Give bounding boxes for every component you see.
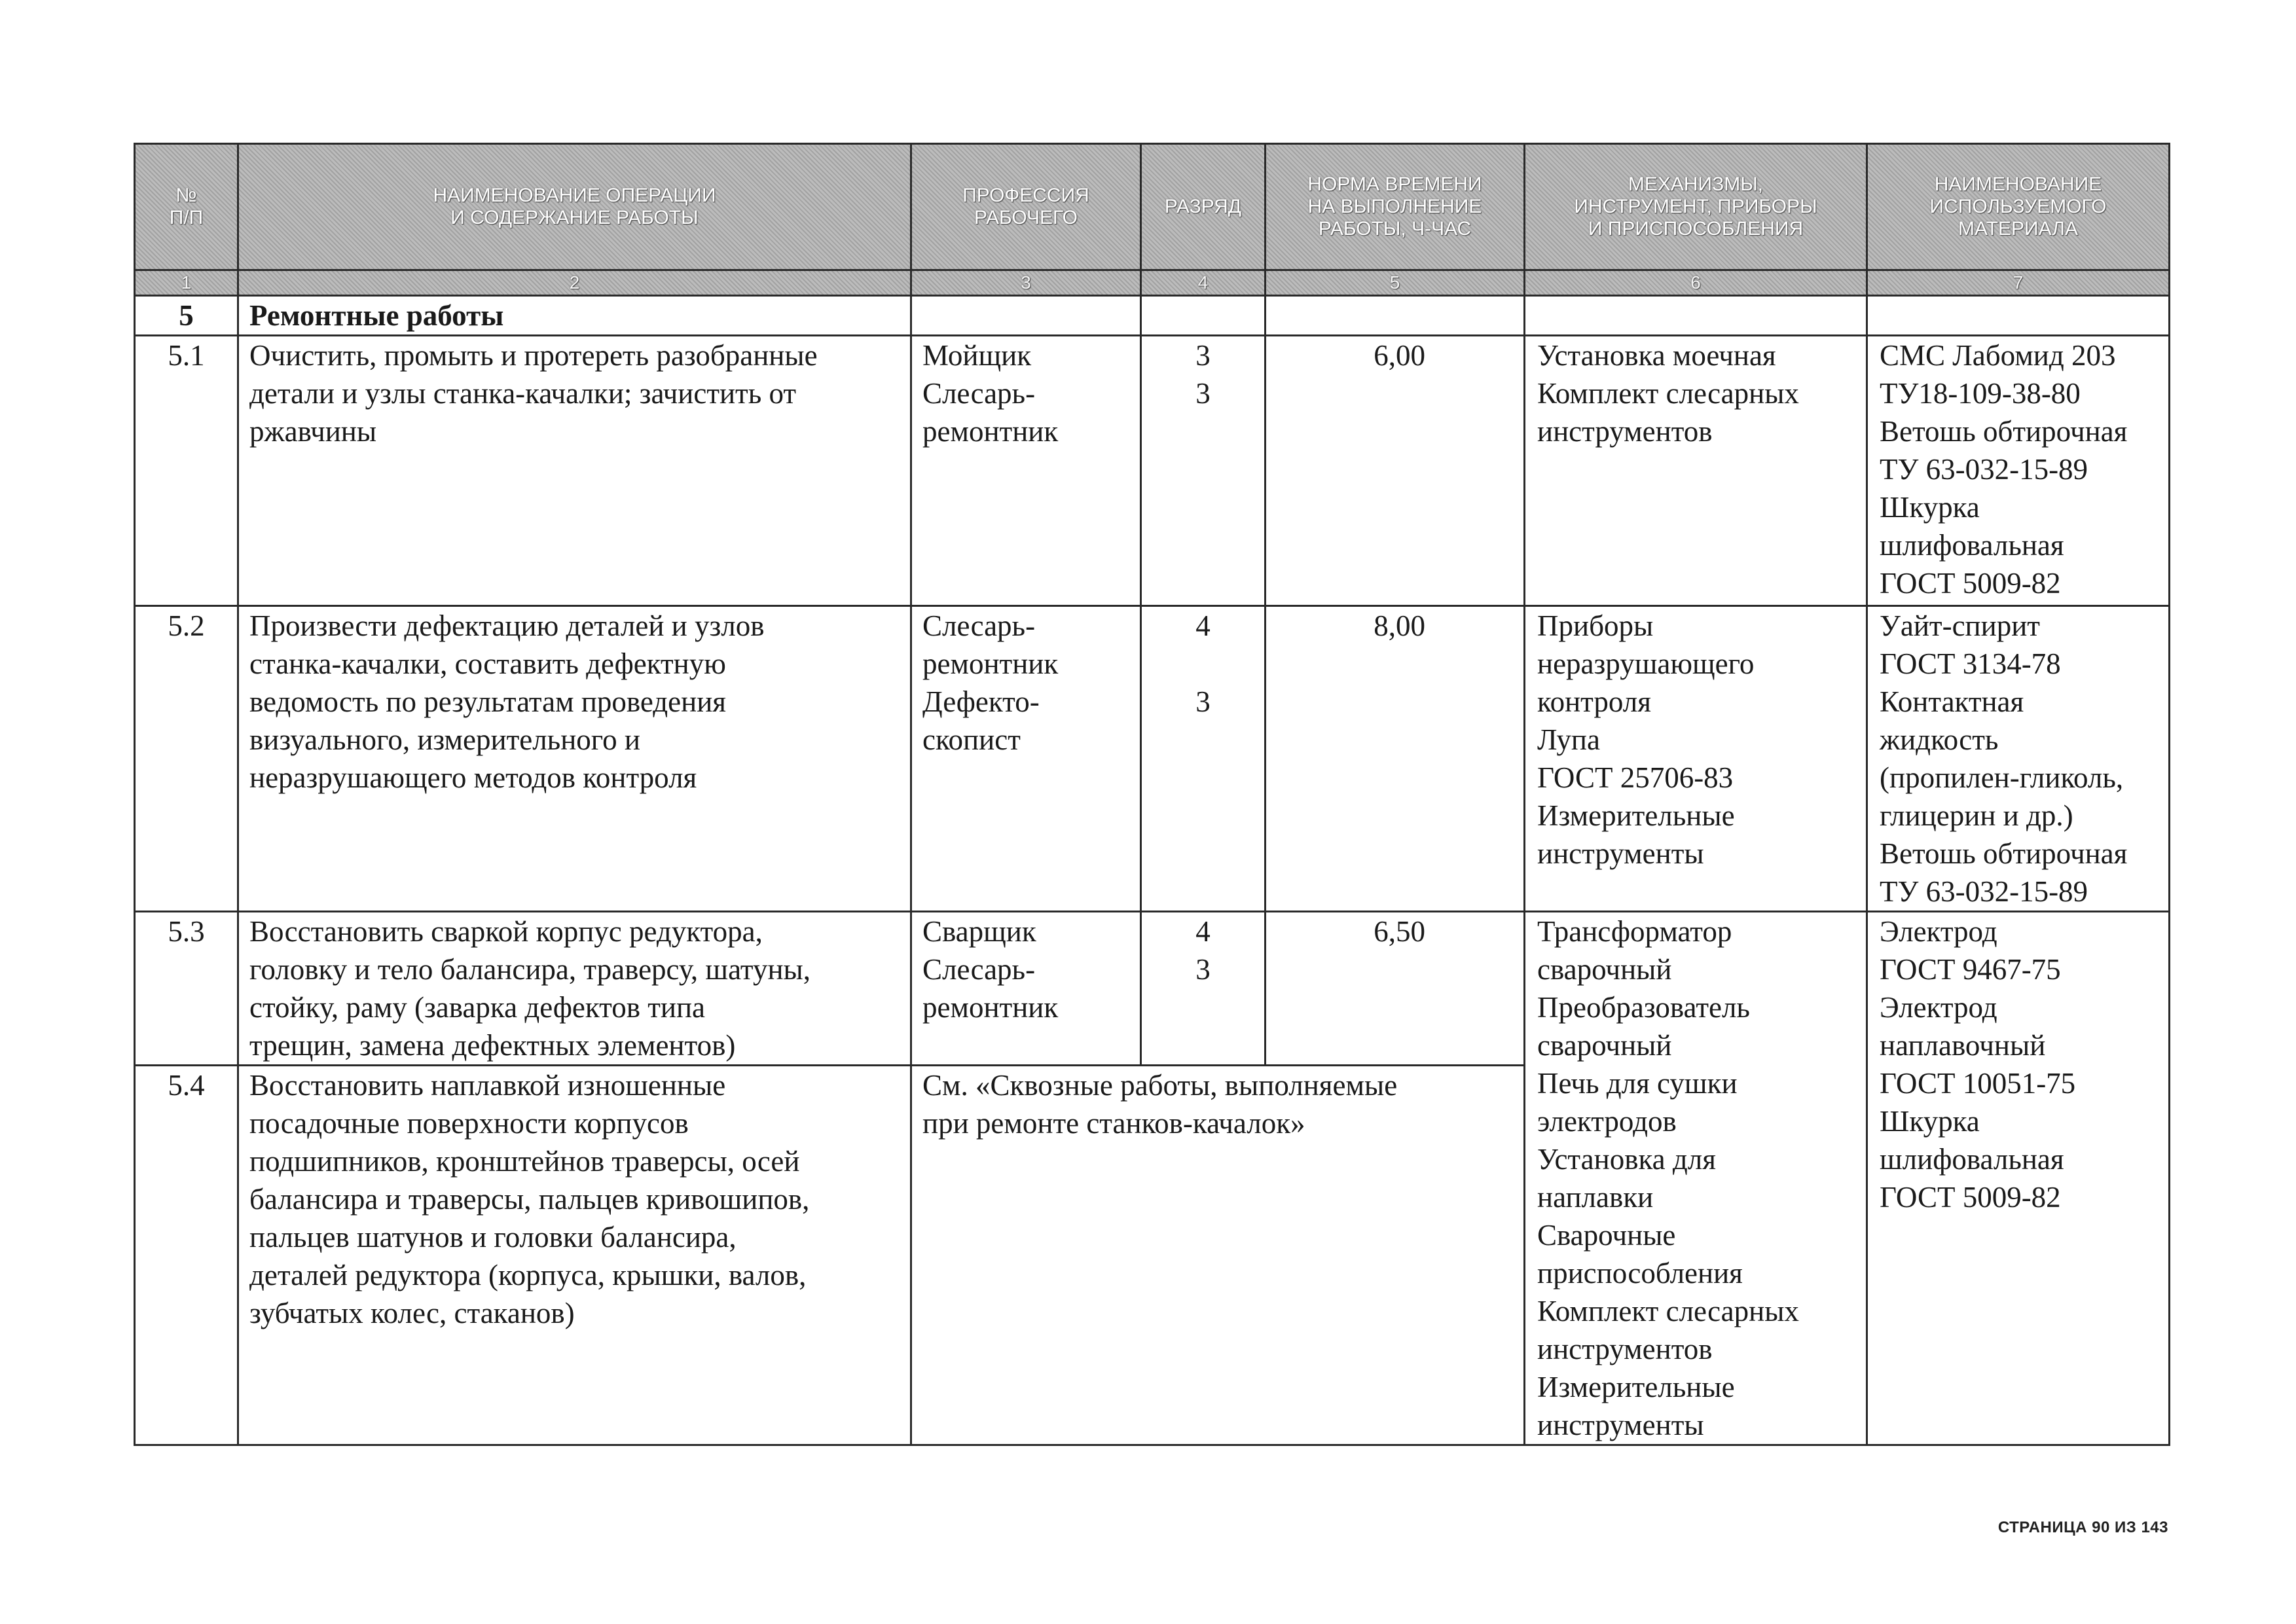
header-operation: НАИМЕНОВАНИЕ ОПЕРАЦИИ И СОДЕРЖАНИЕ РАБОТЫ: [238, 144, 911, 270]
operation-cell: Очистить, промыть и протереть разобранные детали и узлы станка-качалки; зачистить от ржавчины: [238, 336, 911, 606]
row-num: 5.4: [135, 1066, 238, 1445]
grade-spacer: [1142, 645, 1264, 683]
grade-cell: 4 3: [1141, 606, 1266, 912]
reference-cell: См. «Сквозные работы, выполняемые при ремонте станков-качалок»: [911, 1066, 1525, 1445]
empty-cell: [1867, 296, 2170, 336]
profession-cell: Сварщик Слесарь- ремонтник: [911, 912, 1141, 1066]
column-number: 6: [1525, 270, 1867, 296]
material-cell: Уайт-спирит ГОСТ 3134-78 Контактная жидкость (пропилен-гликоль, глицерин и др.) Ветошь обтирочная ТУ 63-032-15-89: [1867, 606, 2170, 912]
column-number: 1: [135, 270, 238, 296]
profession-cell: Мойщик Слесарь- ремонтник: [911, 336, 1141, 606]
header-time-norm: НОРМА ВРЕМЕНИ НА ВЫПОЛНЕНИЕ РАБОТЫ, Ч-ЧАС: [1266, 144, 1525, 270]
page-number: СТРАНИЦА 90 ИЗ 143: [1997, 1519, 2168, 1536]
grade-cell: 3 3: [1141, 336, 1266, 606]
column-number: 4: [1141, 270, 1266, 296]
empty-cell: [1141, 296, 1266, 336]
grade-cell: 4 3: [1141, 912, 1266, 1066]
row-num: 5.3: [135, 912, 238, 1066]
tools-cell: Приборы неразрушающего контроля Лупа ГОСТ 25706-83 Измерительные инструменты: [1525, 606, 1867, 912]
tools-cell: Трансформатор сварочный Преобразователь сварочный Печь для сушки электродов Установка для наплавки Сварочные приспособления Комплект слесарных инструментов Измерительные инструменты: [1525, 912, 1867, 1445]
section-row: [135, 296, 2170, 336]
header-row: [135, 144, 2170, 270]
time-norm-cell: 6,00: [1266, 336, 1525, 606]
table-row: [135, 336, 2170, 606]
header-grade: РАЗРЯД: [1141, 144, 1266, 270]
header-profession: ПРОФЕССИЯ РАБОЧЕГО: [911, 144, 1141, 270]
column-number: 5: [1266, 270, 1525, 296]
profession-cell: Слесарь- ремонтник Дефекто- скопист: [911, 606, 1141, 912]
material-cell: Электрод ГОСТ 9467-75 Электрод наплавочный ГОСТ 10051-75 Шкурка шлифовальная ГОСТ 5009-82: [1867, 912, 2170, 1445]
column-number: 3: [911, 270, 1141, 296]
header-tools: МЕХАНИЗМЫ, ИНСТРУМЕНТ, ПРИБОРЫ И ПРИСПОСОБЛЕНИЯ: [1525, 144, 1867, 270]
empty-cell: [911, 296, 1141, 336]
empty-cell: [1525, 296, 1867, 336]
row-num: 5.1: [135, 336, 238, 606]
operation-cell: Восстановить наплавкой изношенные посадочные поверхности корпусов подшипников, кронштейнов траверсы, осей балансира и траверсы, пальцев кривошипов, пальцев шатунов и головки балансира, деталей редуктора (корпуса, крышки, валов, зубчатых колес, стаканов): [238, 1066, 911, 1445]
empty-cell: [1266, 296, 1525, 336]
time-norm-cell: 6,50: [1266, 912, 1525, 1066]
work-table: [134, 143, 2170, 1446]
row-num: 5.2: [135, 606, 238, 912]
table-row: [135, 912, 2170, 1066]
section-num: 5: [135, 296, 238, 336]
column-number: 7: [1867, 270, 2170, 296]
time-norm-cell: 8,00: [1266, 606, 1525, 912]
header-material: НАИМЕНОВАНИЕ ИСПОЛЬЗУЕМОГО МАТЕРИАЛА: [1867, 144, 2170, 270]
section-title: Ремонтные работы: [238, 296, 911, 336]
operation-cell: Восстановить сваркой корпус редуктора, головку и тело балансира, траверсу, шатуны, стойку, раму (заварка дефектов типа трещин, замена дефектных элементов): [238, 912, 911, 1066]
column-number: 2: [238, 270, 911, 296]
table-row: [135, 606, 2170, 912]
tools-cell: Установка моечная Комплект слесарных инструментов: [1525, 336, 1867, 606]
column-number-row: [135, 270, 2170, 296]
header-num: № П/П: [135, 144, 238, 270]
operation-cell: Произвести дефектацию деталей и узлов станка-качалки, составить дефектную ведомость по результатам проведения визуального, измерительного и неразрушающего методов контроля: [238, 606, 911, 912]
material-cell: СМС Лабомид 203 ТУ18-109-38-80 Ветошь обтирочная ТУ 63-032-15-89 Шкурка шлифовальная ГОСТ 5009-82: [1867, 336, 2170, 606]
